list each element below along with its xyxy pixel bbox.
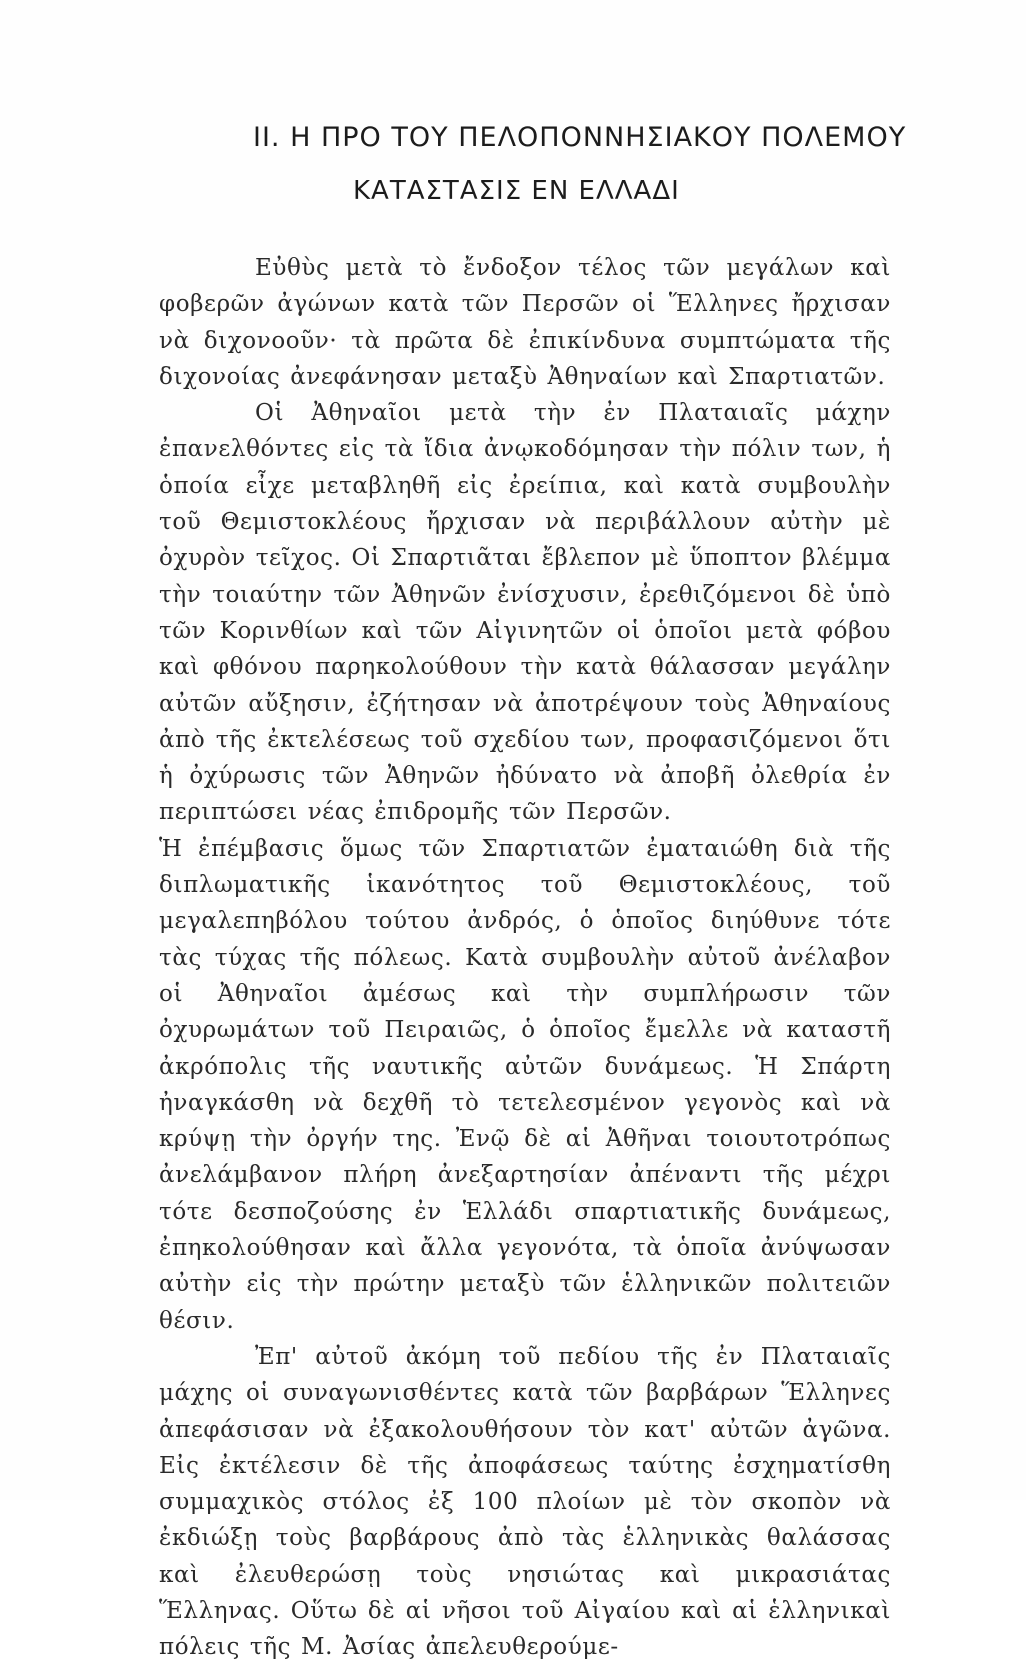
body-text (159, 250, 891, 1666)
paragraph-3: Ἡ ἐπέμβασις ὅμως τῶν Σπαρτιατῶν ἐματαιώθη διὰ τῆς διπλωματικῆς ἱκανότητος τοῦ Θεμιστοκλέους, τοῦ μεγαλεπηβόλου τούτου ἀνδρός, ὁ ὁποῖος διηύθυνε τότε τὰς τύχας τῆς πόλεως. Κατὰ συμβουλὴν αὐτοῦ ἀνέλαβον οἱ Ἀθηναῖοι ἀμέσως καὶ τὴν συμπλήρωσιν τῶν ὀχυρωμάτων τοῦ Πειραιῶς, ὁ ὁποῖος ἔμελλε νὰ καταστῆ ἀκρόπολις τῆς ναυτικῆς αὐτῶν δυνάμεως. Ἡ Σπάρτη ἠναγκάσθη νὰ δεχθῆ τὸ τετελεσμένον γεγονὸς καὶ νὰ κρύψῃ τὴν ὀργήν της. Ἐνῷ δὲ αἱ Ἀθῆναι τοιουτοτρόπως ἀνελάμβανον πλήρη ἀνεξαρτησίαν ἀπέναντι τῆς μέχρι τότε δεσποζούσης ἐν Ἑλλάδι σπαρτιατικῆς δυνάμεως, ἐπηκολούθησαν καὶ ἄλλα γεγονότα, τὰ ὁποῖα ἀνύψωσαν αὐτὴν εἰς τὴν πρώτην μεταξὺ τῶν ἑλληνικῶν πολιτειῶν θέσιν. (159, 835, 891, 1334)
paragraph-4: Ἐπ' αὐτοῦ ἀκόμη τοῦ πεδίου τῆς ἐν Πλαταιαῖς μάχης οἱ συναγωνισθέντες κατὰ τῶν βαρβάρων Ἕλληνες ἀπεφάσισαν νὰ ἐξακολουθήσουν τὸν κατ' αὐτῶν ἀγῶνα. Εἰς ἐκτέλεσιν δὲ τῆς ἀποφάσεως ταύτης ἐσχηματίσθη συμμαχικὸς στόλος ἐξ 100 πλοίων μὲ τὸν σκοπὸν νὰ ἐκδιώξῃ τοὺς βαρβάρους ἀπὸ τὰς ἑλληνικὰς θαλάσσας καὶ ἐλευθερώσῃ τοὺς νησιώτας καὶ μικρασιάτας Ἕλληνας. Οὕτω δὲ αἱ νῆσοι τοῦ Αἰγαίου καὶ αἱ ἑλληνικαὶ πόλεις τῆς Μ. Ἀσίας ἀπελευθερούμε- (159, 1343, 891, 1661)
paragraph-2: Οἱ Ἀθηναῖοι μετὰ τὴν ἐν Πλαταιαῖς μάχην ἐπανελθόντες εἰς τὰ ἴδια ἀνῳκοδόμησαν τὴν πόλιν των, ἡ ὁποία εἶχε μεταβληθῆ εἰς ἐρείπια, καὶ κατὰ συμβουλὴν τοῦ Θεμιστοκλέους ἤρχισαν νὰ περιβάλλουν αὐτὴν μὲ ὀχυρὸν τεῖχος. Οἱ Σπαρτιᾶται ἔβλεπον μὲ ὕποπτον βλέμμα τὴν τοιαύτην τῶν Ἀθηνῶν ἐνίσχυσιν, ἐρεθιζόμενοι δὲ ὑπὸ τῶν Κορινθίων καὶ τῶν Αἰγινητῶν οἱ ὁποῖοι μετὰ φόβου καὶ φθόνου παρηκολούθουν τὴν κατὰ θάλασσαν μεγάλην αὐτῶν αὔξησιν, ἐζήτησαν νὰ ἀποτρέψουν τοὺς Ἀθηναίους ἀπὸ τῆς ἐκτελέσεως τοῦ σχεδίου των, προφασιζόμενοι ὅτι ἡ ὀχύρωσις τῶν Ἀθηνῶν ἠδύνατο νὰ ἀποβῆ ὀλεθρία ἐν περιπτώσει νέας ἐπιδρομῆς τῶν Περσῶν. (159, 400, 891, 826)
chapter-heading-line-2: ΚΑΤΑΣΤΑΣΙΣ ΕΝ ΕΛΛΑΔΙ (353, 176, 680, 206)
chapter-heading-line-1: II. Η ΠΡΟ ΤΟΥ ΠΕΛΟΠΟΝΝΗΣΙΑΚΟΥ ΠΟΛΕΜΟΥ (253, 122, 907, 153)
paragraph-1: Εὐθὺς μετὰ τὸ ἔνδοξον τέλος τῶν μεγάλων καὶ φοβερῶν ἀγώνων κατὰ τῶν Περσῶν οἱ Ἕλληνες ἤρχισαν νὰ διχονοοῦν· τὰ πρῶτα δὲ ἐπικίνδυνα συμπτώματα τῆς διχονοίας ἀνεφάνησαν μεταξὺ Ἀθηναίων καὶ Σπαρτιατῶν. (159, 255, 891, 390)
